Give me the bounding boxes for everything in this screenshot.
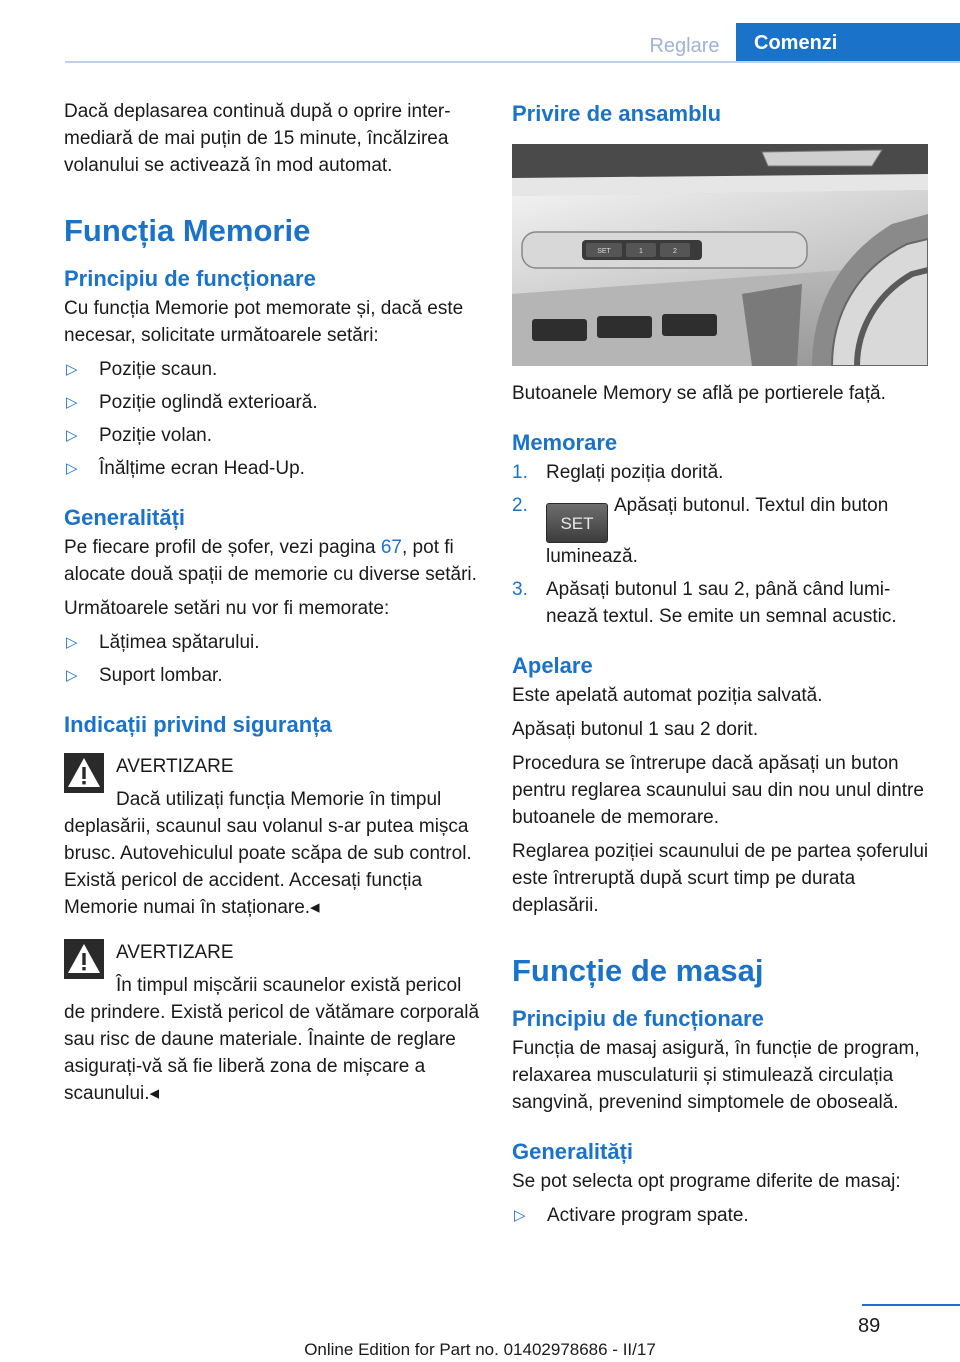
principle-text: Cu funcția Memorie pot memorate și, dacă este necesar, solicitate următoarele setări:: [64, 298, 464, 346]
recall-text-4: Reglarea poziției scaunului de pe partea șoferului este întreruptă după scurt timp pe durata deplasării.: [512, 841, 929, 916]
memorized-settings-list: [64, 356, 480, 482]
principle-heading: Principiu de funcționare: [64, 266, 316, 291]
step-number: 1.: [512, 462, 528, 483]
massage-general-text: Se pot selecta opt programe diferite de masaj:: [512, 1171, 901, 1192]
safety-heading: Indicații privind siguranța: [64, 712, 332, 737]
warning-triangle-icon: [64, 753, 104, 793]
warning-block-2: [64, 939, 480, 1107]
triangle-bullet-icon: ▷: [66, 361, 78, 378]
set-button-icon: SET: [546, 503, 608, 543]
warning-block-1: [64, 753, 480, 921]
general-heading: Generalități: [64, 505, 186, 530]
triangle-bullet-icon: ▷: [66, 667, 78, 684]
header-rule: [65, 61, 960, 63]
photo-caption: Butoanele Memory se află pe portierele față.: [512, 383, 886, 404]
triangle-bullet-icon: ▷: [66, 394, 78, 411]
not-memorized-list: [64, 629, 480, 689]
list-item: ▷ Poziție oglindă exterioară.: [64, 389, 480, 416]
massage-function-heading: Funcție de masaj: [512, 953, 764, 988]
overview-heading: Privire de ansamblu: [512, 101, 722, 126]
recall-heading: Apelare: [512, 653, 593, 678]
intro-paragraph: Dacă deplasarea continuă după o oprire intermediară de mai puțin de 15 minute, încălzirea volanului se activează în mod automat.: [64, 101, 451, 176]
header-section-label: Reglare: [649, 35, 720, 57]
list-item: ▷ Suport lombar.: [64, 662, 480, 689]
massage-programs-list: [512, 1202, 932, 1229]
step-number: 3.: [512, 579, 528, 600]
step-item: 2. SETApăsați butonul. Textul din buton luminează.: [512, 492, 932, 570]
right-column: [512, 98, 932, 1237]
page-ref-link[interactable]: 67: [380, 537, 402, 558]
warning-title: AVERTIZARE: [116, 756, 234, 777]
photo-memory-buttons: [586, 243, 690, 257]
massage-principle-text: Funcția de masaj asigură, în funcție de program, relaxarea musculaturii și stimulează circulația sangvină, prevenind simptomele de oboseală.: [512, 1038, 920, 1113]
warning-title: AVERTIZARE: [116, 942, 234, 963]
list-item: ▷ Poziție volan.: [64, 422, 480, 449]
memory-function-heading: Funcția Memorie: [64, 213, 311, 248]
edition-footer: Online Edition for Part no. 01402978686 - II/17: [304, 1340, 656, 1359]
list-item: ▷ Lățimea spătarului.: [64, 629, 480, 656]
step-number: 2.: [512, 495, 528, 516]
warning-text: În timpul mișcării scaunelor există pericol de prindere. Există pericol de vătămare corporală sau risc de daune materiale. Înainte de reglare asigurați-vă să fie liberă zona de mișcare a scaunului.◂: [64, 975, 480, 1104]
list-item: ▷ Poziție scaun.: [64, 356, 480, 383]
svg-text:SET: SET: [597, 248, 611, 255]
triangle-bullet-icon: ▷: [514, 1207, 526, 1224]
not-memorized-text: Următoarele setări nu vor fi memorate:: [64, 598, 390, 619]
recall-text-1: Este apelată automat poziția salvată.: [512, 685, 823, 706]
header-chapter-tab: Comenzi: [736, 23, 960, 63]
svg-text:2: 2: [673, 248, 677, 255]
recall-text-3: Procedura se întrerupe dacă apăsați un buton pentru reglarea scaunului sau din nou unul dintre butoanele de memorare.: [512, 753, 924, 828]
general-text: Pe fiecare profil de șofer, vezi pagina 67, pot fi alocate două spații de memorie cu diverse setări.: [64, 537, 477, 585]
warning-triangle-icon: [64, 939, 104, 979]
triangle-bullet-icon: ▷: [66, 634, 78, 651]
massage-principle-heading: Principiu de funcționare: [512, 1006, 764, 1031]
footer-rule: [862, 1304, 960, 1306]
triangle-bullet-icon: ▷: [66, 427, 78, 444]
massage-general-heading: Generalități: [512, 1139, 634, 1164]
warning-text: Dacă utilizați funcția Memorie în timpul deplasării, scaunul sau volanul s-ar putea mișca brusc. Autovehiculul poate scăpa de sub control. Există pericol de accident. Accesați funcția Memorie numai în staționare.◂: [64, 789, 472, 918]
door-memory-buttons-photo: [512, 144, 928, 366]
svg-text:1: 1: [639, 248, 643, 255]
page-number: 89: [858, 1315, 881, 1337]
step-item: 1. Reglați poziția dorită.: [512, 459, 932, 486]
step-item: 3. Apăsați butonul 1 sau 2, până când luminează textul. Se emite un semnal acustic.: [512, 576, 932, 630]
triangle-bullet-icon: ▷: [66, 460, 78, 477]
left-column: [64, 98, 480, 1125]
store-heading: Memorare: [512, 430, 618, 455]
list-item: ▷ Activare program spate.: [512, 1202, 932, 1229]
list-item: ▷ Înălțime ecran Head-Up.: [64, 455, 480, 482]
recall-text-2: Apăsați butonul 1 sau 2 dorit.: [512, 719, 759, 740]
store-steps: [512, 459, 932, 630]
